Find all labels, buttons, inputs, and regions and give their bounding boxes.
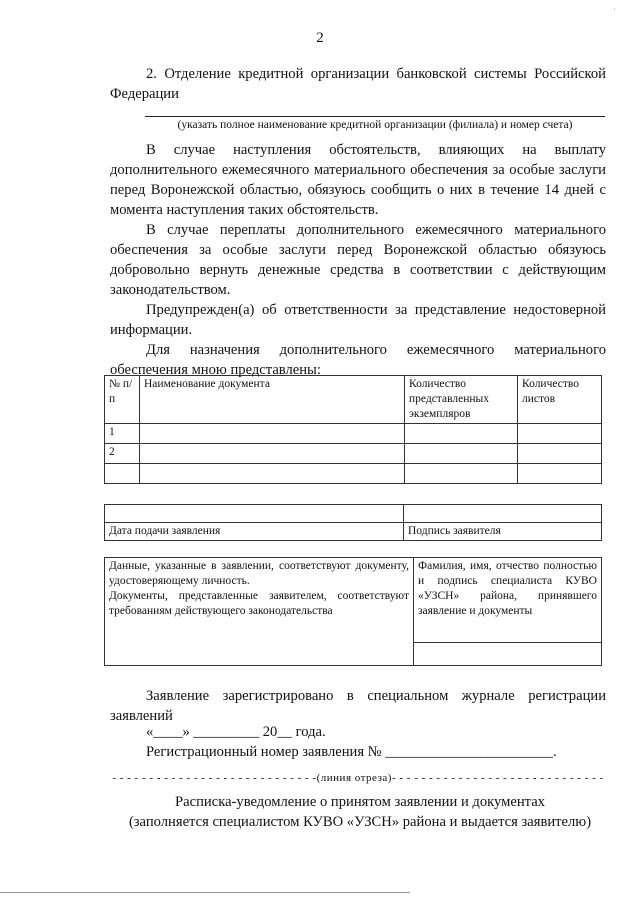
table-row (105, 424, 602, 444)
registration-number-line: Регистрационный номер заявления № _______________________. (146, 744, 557, 760)
row-number: 2 (105, 444, 140, 464)
registration-date-line: «____» _________ 20__ года. (146, 724, 326, 740)
bottom-edge-line (0, 892, 410, 893)
receipt-subtitle: (заполняется специалистом КУВО «УЗСН» района и выдается заявителю) (128, 814, 592, 830)
header-copies-count: Количество представленных экземпляров (405, 376, 518, 424)
signature-blank-cell (404, 505, 602, 523)
specialist-signature-cell (414, 643, 602, 666)
date-blank-cell (105, 505, 404, 523)
documents-intro-paragraph: Для назначения дополнительного ежемесячного материального обеспечения мною представлены: (110, 342, 606, 378)
row-copies-count (405, 444, 518, 464)
verification-row (105, 558, 602, 643)
specialist-name-text: Фамилия, имя, отчество полностью и подпись специалиста КУВО «УЗСН» района, принявшего заявление и документы (414, 558, 602, 643)
row-document-name (140, 444, 405, 464)
cut-line: - - - - - - - - - - - - - - - - - - - - - - - - - - - -(линия отреза)- - - - - - - - - - - - - - - - - - - - - - - - - - - - - (112, 772, 604, 784)
row-sheets-count (518, 444, 602, 464)
table-row (105, 444, 602, 464)
row-document-name (140, 464, 405, 484)
row-document-name (140, 424, 405, 444)
signature-blank-row (105, 505, 602, 523)
table-header-row (105, 376, 602, 424)
row-sheets-count (518, 464, 602, 484)
receipt-title: Расписка-уведомление о принятом заявлении и документах (175, 794, 545, 810)
bank-name-caption: (указать полное наименование кредитной организации (филиала) и номер счета) (177, 119, 573, 131)
table-row (105, 464, 602, 484)
header-number: № п/п (105, 376, 140, 424)
documents-compliance-text: Документы, представленные заявителем, соответствуют требованиям действующего законодательства (109, 590, 409, 617)
row-sheets-count (518, 424, 602, 444)
registration-text: Заявление зарегистрировано в специальном журнале регистрации заявлений (110, 688, 606, 724)
verification-left-cell (105, 558, 414, 666)
signature-label-row (105, 523, 602, 541)
scan-speck: · (613, 4, 616, 14)
responsibility-paragraph: Предупрежден(а) об ответственности за представление недостоверной информации. (110, 302, 606, 338)
page-number: 2 (316, 30, 324, 46)
documents-table (104, 375, 602, 484)
signature-table (104, 504, 602, 541)
header-sheets-count: Количество листов (518, 376, 602, 424)
row-copies-count (405, 464, 518, 484)
row-number (105, 464, 140, 484)
obligation-paragraph: В случае наступления обстоятельств, влияющих на выплату дополнительного ежемесячного материального обеспечения за особые заслуги перед Воронежской областью, обязуюсь сообщить о них в течение 14 дней с момента наступления таких обстоятельств. (110, 142, 606, 218)
signature-label: Подпись заявителя (404, 523, 602, 541)
bank-section-text: 2. Отделение кредитной организации банковской системы Российской Федерации (110, 66, 606, 102)
row-number: 1 (105, 424, 140, 444)
header-document-name: Наименование документа (140, 376, 405, 424)
row-copies-count (405, 424, 518, 444)
overpayment-paragraph: В случае переплаты дополнительного ежемесячного материального обеспечения за особые заслуги перед Воронежской областью обязуюсь добровольно вернуть денежные средства в соответствии с действующим законодательством. (110, 222, 606, 298)
date-label: Дата подачи заявления (105, 523, 404, 541)
verification-table (104, 557, 602, 666)
data-match-text: Данные, указанные в заявлении, соответствуют документу, удостоверяющему личность. (109, 560, 409, 587)
bank-name-line (145, 116, 605, 117)
